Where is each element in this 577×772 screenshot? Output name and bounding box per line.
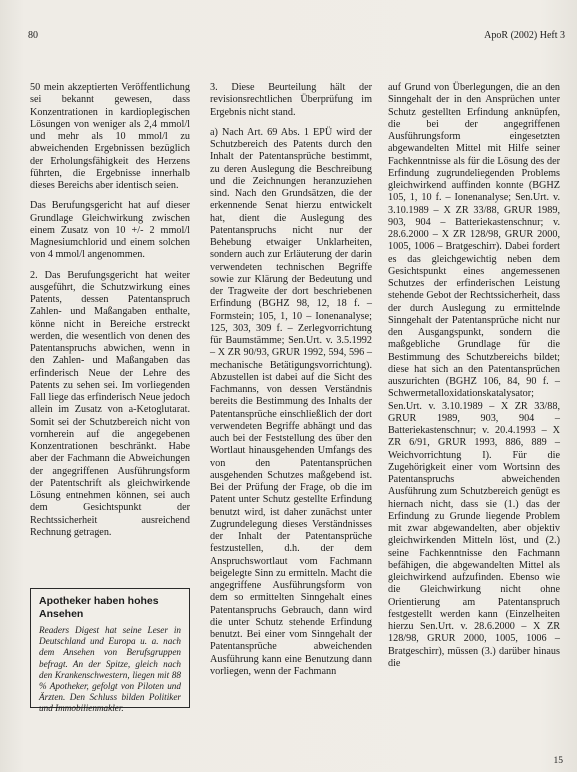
paragraph: Das Berufungsgericht hat auf dieser Grundlage Gleichwirkung zwischen einem Zusatz von 10 +/- 2 mmol/l Magnesiumchlorid und einem solchen von 4 mmol/l angenommen.: [30, 200, 190, 261]
paragraph: 3. Diese Beurteilung hält der revisionsrechtlichen Überprüfung im Ergebnis nicht stand.: [210, 82, 372, 118]
info-box: [30, 588, 190, 714]
journal-reference: ApoR (2002) Heft 3: [484, 30, 565, 41]
page-number: 80: [28, 30, 38, 41]
page-header: [28, 30, 565, 44]
text-column-middle: [210, 82, 372, 686]
corner-mark: 15: [553, 756, 563, 766]
paragraph: 2. Das Berufungsgericht hat weiter ausgeführt, die Schutzwirkung eines Patents, dessen Patentanspruch Zahlen- und Maßangaben enthalte, könne nicht in Bereiche erstreckt werden, die wesentlich von denen des Patentanspruchs abwichen, wenn in den Zahlen- und Maßangaben das erfinderisch Neue der Lehre des Patents zu sehen sei. Im vorliegenden Fall liege das erfinderisch Neue jedoch allein im Zusatz von a-Ketoglutarat. Somit sei der Schutzbereich nicht von vornherein auf die angegebenen Konzentrationen beschränkt. Habe aber der Fachmann die Abweichungen der angegriffenen Ausführungsform der Patentschrift als gleichwirkende Lösung entnehmen können, sei auch dem Gesichtspunkt der Rechtssicherheit ausreichend Rechnung getragen.: [30, 269, 190, 538]
text-column-left: [30, 82, 190, 547]
info-box-title: Apotheker haben hohes Ansehen: [39, 595, 159, 620]
paragraph: 50 mein akzeptierten Veröffentlichung sei bekannt gewesen, dass Konzentrationen in kardioplegischen Lösungen von weniger als 2,4 mmol/l und mehr als 10 mmol/l zu abweichenden Ergebnissen bezüglich der Erholungsfähigkeit des Herzens führten, die Ergebnisse innerhalb dieses Bereichs aber identisch seien.: [30, 82, 190, 191]
paragraph: a) Nach Art. 69 Abs. 1 EPÜ wird der Schutzbereich des Patents durch den Inhalt der Patentansprüche bestimmt, zu deren Auslegung die Beschreibung und die Zeichnungen heranzuziehen sind. Nach den Grundsätzen, die der erkennende Senat hierzu entwickelt hat, dient die Auslegung des Patentanspruchs nicht nur der Behebung etwaiger Unklarheiten, sondern auch zur Erläuterung der darin verwendeten technischen Begriffe sowie zur Klärung der Bedeutung und der Tragweite der dort beschriebenen Erfindung (BGHZ 98, 12, 18 f. – Formstein; 105, 1, 10 – Ionenanalyse; 125, 303, 309 f. – Zerlegvorrichtung für Baumstämme; Sen.Urt. v. 3.5.1992 – X ZR 90/93, GRUR 1992, 594, 596 – mechanische Betätigungsvorrichtung). Abzustellen ist dabei auf die Sicht des Fachmanns, von dessen Verständnis bereits die Bestimmung des Inhalts der Patentansprüche einschließlich der dort verwendeten Begriffe abhängt und das auch bei der Feststellung des über den Wortlaut hinausgehenden Umfangs des von den Patentansprüchen ausgehenden Schutzes maßgebend ist. Bei der Prüfung der Frage, ob die im Patent unter Schutz gestellte Erfindung benutzt wird, ist daher zunächst unter Zugrundelegung dieses Verständnisses der Inhalt der Patentansprüche festzustellen, d.h. der dem Anspruchswortlaut vom Fachmann beigelegte Sinn zu ermitteln. Macht die angegriffene Ausführungsform von dem so ermittelten Sinngehalt eines Patentanspruchs Gebrauch, dann wird die unter Schutz stehende Erfindung benutzt. Bei einer vom Sinngehalt der Patentansprüche abweichenden Ausführung kann eine Benutzung dann vorliegen, wenn der Fachmann: [210, 126, 372, 677]
info-box-body: Readers Digest hat seine Leser in Deutschland und Europa u. a. nach dem Ansehen von Berufsgruppen befragt. An der Spitze, gleich nach den Krankenschwestern, liegen mit 88 % Apotheker, gefolgt von Piloten und Ärzten. Den Schluss bilden Politiker und Immobilienmakler.: [39, 625, 181, 714]
text-column-right: [388, 82, 560, 678]
paragraph: auf Grund von Überlegungen, die an den Sinngehalt der in den Ansprüchen unter Schutz gestellten Erfindung anknüpfen, die bei der angegriffenen Ausführungsform eingesetzten abgewandelten Mittel mit Hilfe seiner Fachkenntnisse als für die Lösung des der Erfindung zugrundeliegenden Problems gleichwirkend auffinden konnte (BGHZ 105, 1, 10 f. – Ionenanalyse; Sen.Urt. v. 3.10.1989 – X ZR 33/88, GRUR 1989, 903, 904 – Batteriekastenschnur; v. 28.6.2000 – X ZR 128/98, GRUR 2000, 1005, 1006 – Bratgeschirr). Dabei fordert es das gleichgewichtig neben dem Gesichtspunkt eines angemessenen Schutzes der erfinderischen Leistung stehende Gebot der Rechtssicherheit, dass der durch Auslegung zu ermittelnde Sinngehalt der Patentansprüche nicht nur den Ausgangspunkt, sondern die maßgebliche Grundlage für die Bestimmung des Schutzbereichs bildet; diese hat sich an den Patentansprüchen auszurichten (BGHZ 106, 84, 90 f. – Schwermetalloxidationskatalysator; Sen.Urt. v. 3.10.1989 – X ZR 33/88, GRUR 1989, 903, 904 – Batteriekastenschnur; v. 20.4.1993 – X ZR 6/91, GRUR 1993, 886, 889 – Weichvorrichtung I). Für die Zugehörigkeit einer vom Wortsinn des Patentanspruchs abweichenden Ausführung zum Schutzbereich genügt es hiernach nicht, dass sie (1.) das der Erfindung zu Grunde liegende Problem mit zwar abgewandelten, aber objektiv gleichwirkenden Mitteln löst, und (2.) seine Fachkenntnisse den Fachmann befähigen, die abgewandelten Mittel als gleichwirkend aufzufinden. Ebenso wie die Gleichwirkung nicht ohne Orientierung am Patentanspruch festgestellt werden kann (Einzelheiten hierzu Sen.Urt. v. 28.6.2000 – X ZR 128/98, GRUR 2000, 1005, 1006 – Bratgeschirr), müssen (3.) darüber hinaus die: [388, 82, 560, 669]
